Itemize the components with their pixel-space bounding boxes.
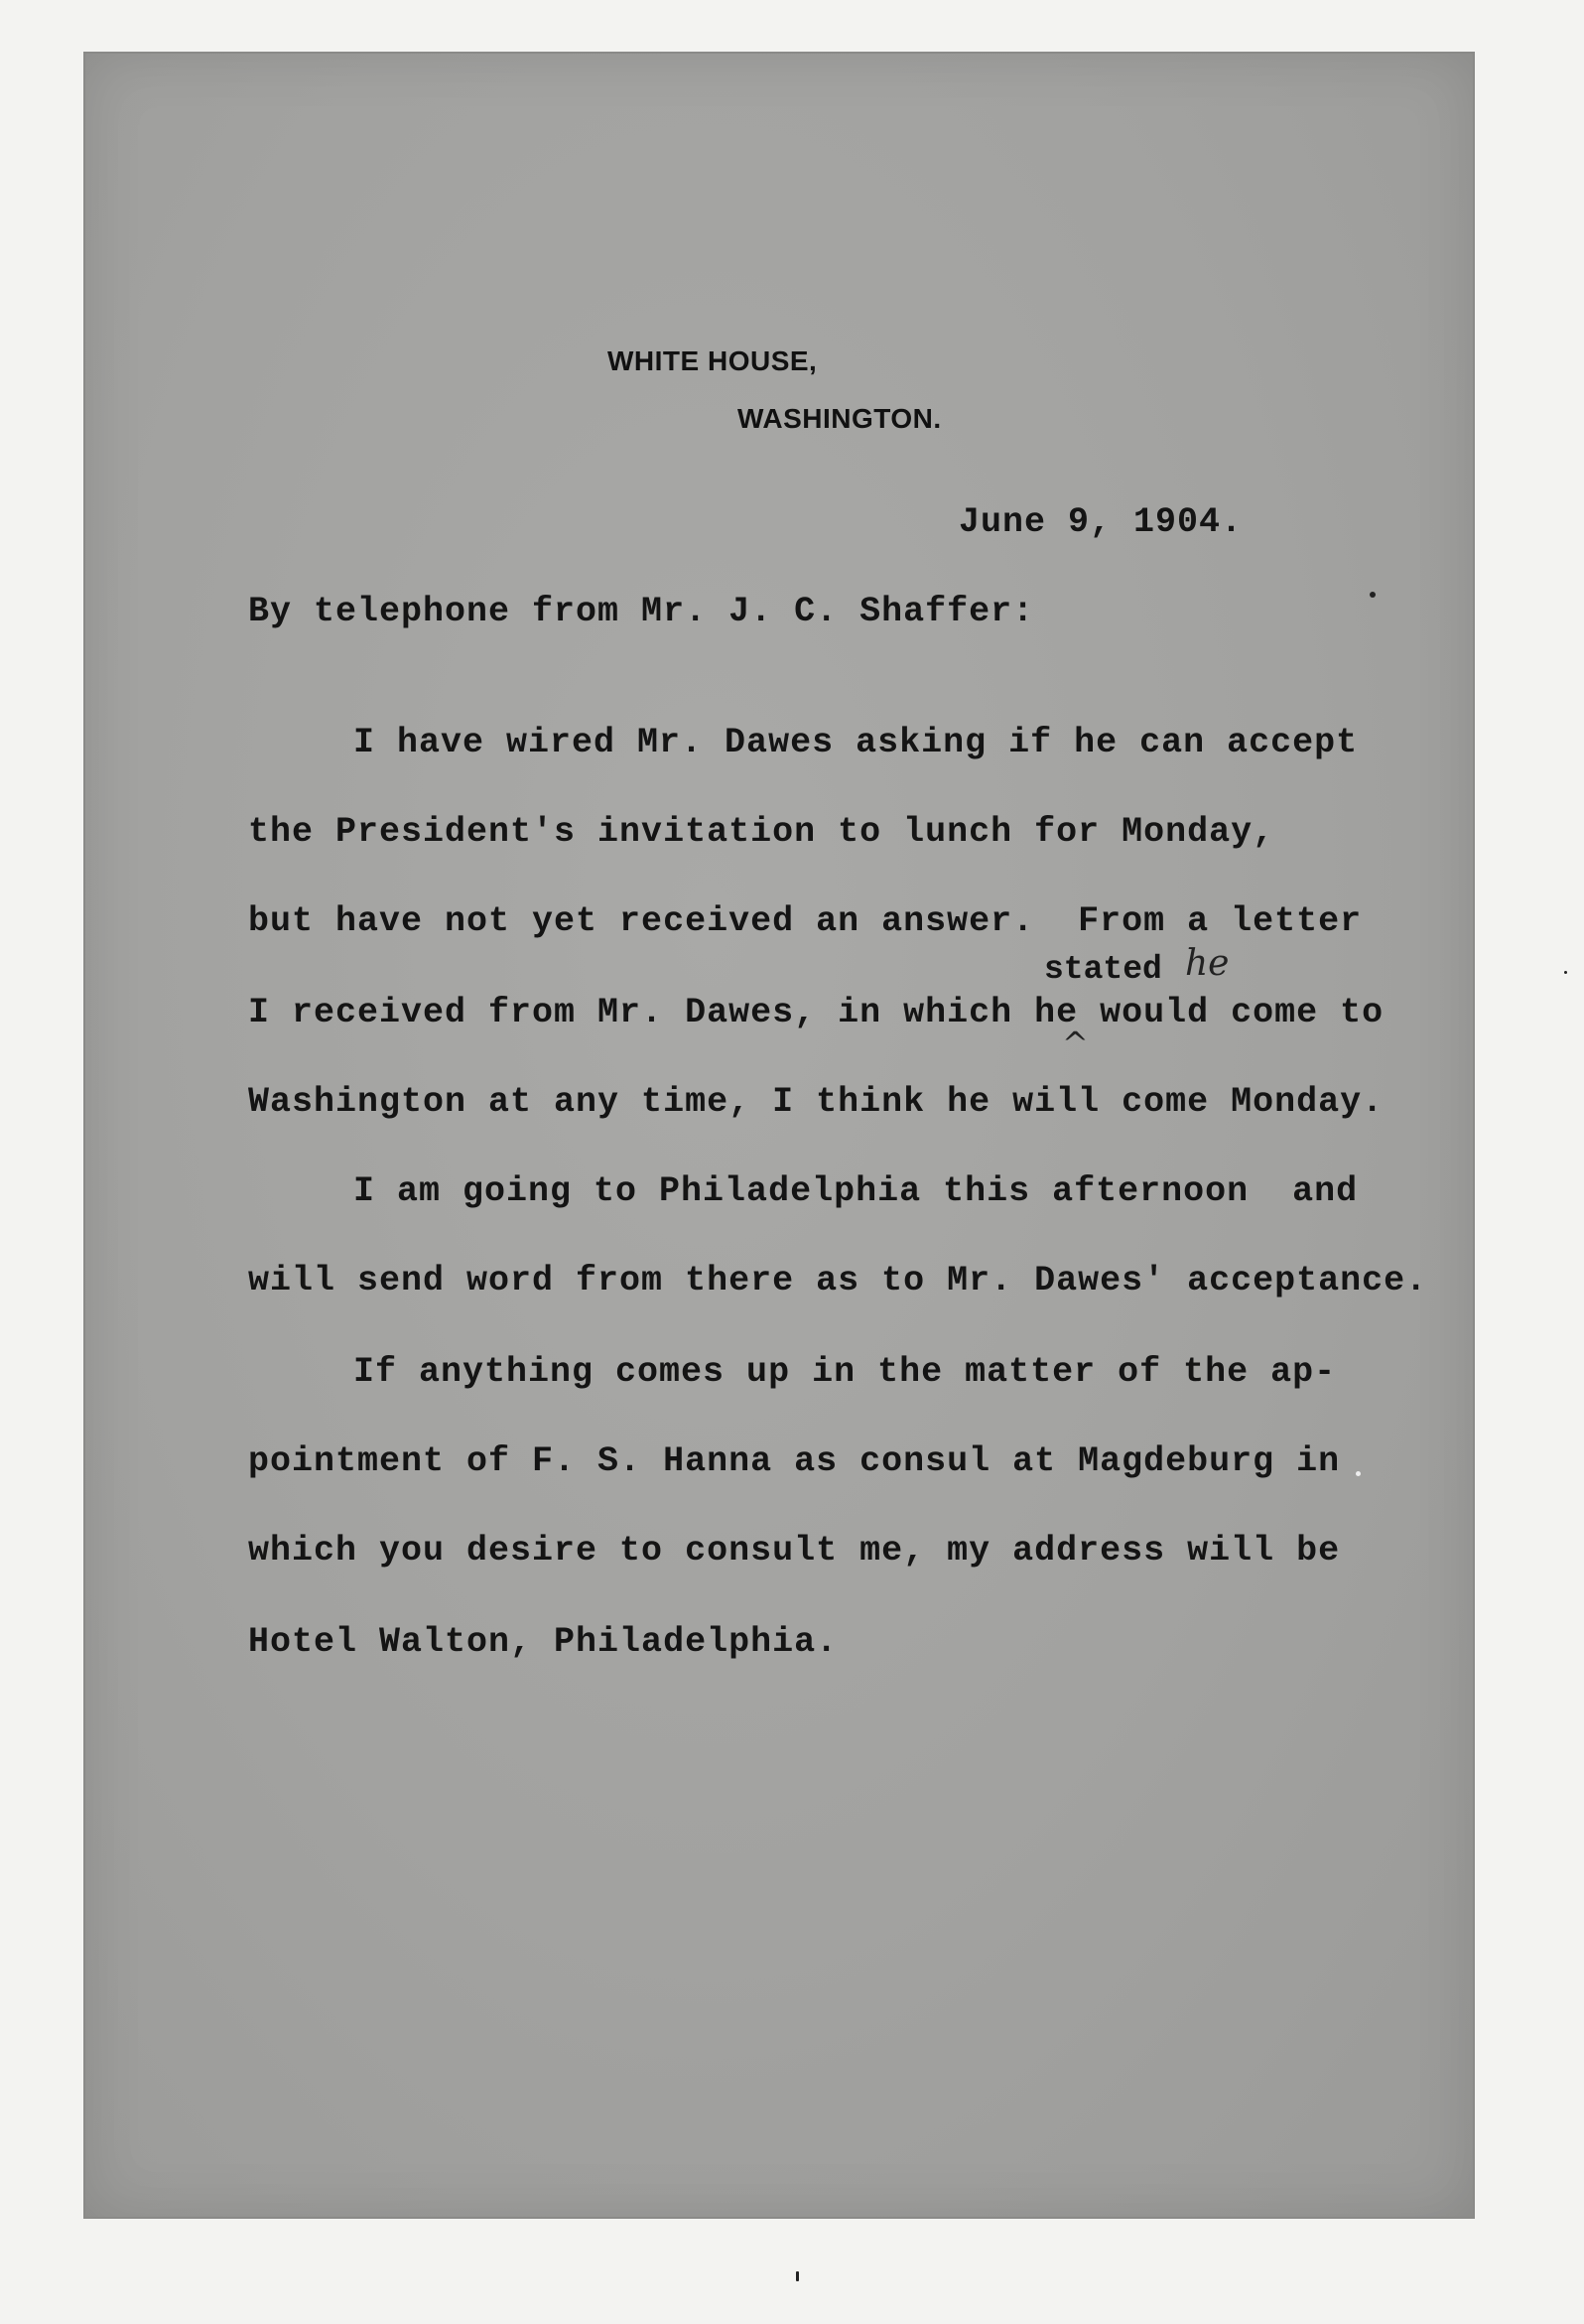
- salutation: By telephone from Mr. J. C. Shaffer:: [248, 592, 1035, 631]
- caret-mark: ^: [1062, 1025, 1089, 1062]
- letter-date: June 9, 1904.: [959, 502, 1244, 542]
- body-line-4: I received from Mr. Dawes, in which he would come to: [248, 993, 1385, 1032]
- body-line-2: the President's invitation to lunch for Monday,: [248, 812, 1275, 852]
- handwritten-insertion: he: [1185, 943, 1230, 984]
- body-line-11: Hotel Walton, Philadelphia.: [248, 1622, 839, 1662]
- body-line-6: I am going to Philadelphia this afternoon and: [353, 1171, 1359, 1211]
- body-line-9: pointment of F. S. Hanna as consul at Magdeburg in: [248, 1441, 1341, 1481]
- interlinear-insertion: stated: [1044, 951, 1162, 988]
- ink-speck: [1356, 1471, 1361, 1476]
- letterhead-washington: WASHINGTON.: [737, 403, 942, 434]
- body-line-1: I have wired Mr. Dawes asking if he can accept: [353, 723, 1359, 762]
- margin-speck: [796, 2271, 799, 2281]
- margin-speck: [1564, 971, 1567, 974]
- letter-page: [83, 52, 1475, 2219]
- ink-speck: [1370, 592, 1376, 598]
- letterhead-white-house: WHITE HOUSE,: [607, 345, 818, 376]
- body-line-8: If anything comes up in the matter of the ap-: [353, 1352, 1337, 1392]
- body-line-10: which you desire to consult me, my address will be: [248, 1531, 1341, 1571]
- body-line-5: Washington at any time, I think he will come Monday.: [248, 1082, 1385, 1122]
- body-line-7: will send word from there as to Mr. Dawes' acceptance.: [248, 1261, 1428, 1300]
- body-line-3: but have not yet received an answer. From a letter: [248, 901, 1363, 941]
